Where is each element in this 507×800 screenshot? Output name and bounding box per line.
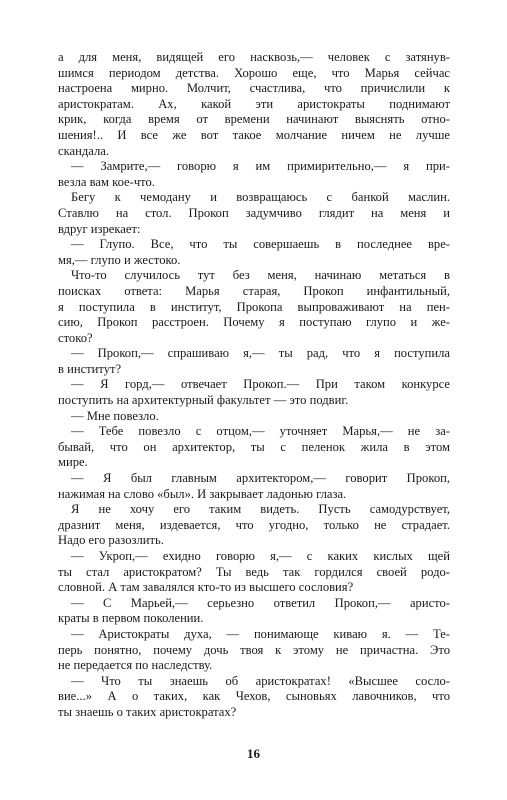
- text-line: — С Марьей,— серьезно ответил Прокоп,— аристо-: [71, 595, 450, 610]
- text-line: Что-то случилось тут без меня, начинаю метаться в: [71, 268, 450, 283]
- text-line: Надо его разозлить.: [58, 533, 164, 548]
- page-number: 16: [247, 746, 260, 761]
- text-line: — Глупо. Все, что ты совершаешь в последнее вре-: [71, 237, 450, 252]
- text-line: — Прокоп,— спрашиваю я,— ты рад, что я поступила: [71, 346, 450, 361]
- text-line: — Укроп,— ехидно говорю я,— с каких кислых щей: [71, 549, 450, 563]
- text-line: ты стал аристократом? Ты ведь так гордился своей родо-: [58, 564, 450, 579]
- text-line: не передается по наследству.: [58, 658, 213, 673]
- text-line: — Мне повезло.: [71, 408, 159, 423]
- text-line: Я не хочу его таким видеть. Пусть самодурствует,: [71, 502, 450, 517]
- text-line: вие...» А о таких, как Чехов, сыновьях лавочников, что: [58, 689, 450, 704]
- text-line: словной. А там завалялся кто-то из высшего сословия?: [58, 580, 354, 595]
- text-line: — Замрите,— говорю я им примирительно,— я при-: [71, 159, 450, 174]
- text-line: шимся периодом детства. Хорошо еще, что Марья сейчас: [58, 65, 450, 80]
- text-line: — Аристократы духа, — понимающе киваю я. — Те-: [71, 626, 450, 641]
- text-line: а для меня, видящей его насквозь,— человек с затянув-: [58, 50, 450, 64]
- text-line: мире.: [58, 455, 88, 470]
- text-line: Ставлю на стол. Прокоп задумчиво глядит на меня и: [58, 205, 450, 220]
- text-line: поступить на архитектурный факультет — это подвиг.: [58, 393, 349, 408]
- text-line: Бегу к чемодану и возвращаюсь с банкой маслин.: [71, 190, 450, 205]
- text-line: краты в первом поколении.: [58, 611, 204, 626]
- text-line: в институт?: [58, 361, 122, 376]
- text-line: вдруг изрекает:: [58, 221, 141, 236]
- text-line: ты знаешь о таких аристократах?: [58, 704, 237, 719]
- text-line: — Я горд,— отвечает Прокоп.— При таком конкурсе: [71, 377, 450, 392]
- text-line: мя,— глупо и жестоко.: [58, 252, 181, 267]
- text-line: везла вам кое-что.: [58, 174, 155, 189]
- text-line: я поступила в институт, Прокопа выпроваживают на пен-: [58, 299, 450, 314]
- text-line: нажимая на слово «был». И закрывает ладонью глаза.: [58, 486, 347, 501]
- text-line: стоко?: [58, 330, 93, 345]
- text-line: бывай, что он архитектор, ты с пеленок жила в этом: [58, 439, 450, 454]
- text-line: аристократам. Ах, какой эти аристократы поднимают: [58, 96, 450, 111]
- text-line: — Я был главным архитектором,— говорит Прокоп,: [71, 471, 450, 486]
- page-text-block: [58, 50, 450, 721]
- text-line: скандала.: [58, 143, 109, 158]
- text-line: настроена мирно. Молчит, счастлива, что причислили к: [58, 81, 450, 96]
- text-line: дразнит меня, издевается, что угодно, только не страдает.: [58, 517, 450, 532]
- text-line: крик, когда время от времени начинают выяснять отно-: [58, 112, 450, 127]
- text-line: шения!.. И все же вот такое молчание ничем не лучше: [58, 127, 450, 142]
- text-line: сию, Прокоп расстроен. Почему я поступаю глупо и же-: [58, 315, 450, 330]
- text-line: поисках ответа: Марья старая, Прокоп инфантильный,: [58, 283, 450, 298]
- text-line: перь понятно, почему дочь твоя к этому не причастна. Это: [58, 642, 450, 657]
- text-line: — Что ты знаешь об аристократах! «Высшее сосло-: [71, 673, 450, 688]
- text-line: — Тебе повезло с отцом,— уточняет Марья,— не за-: [71, 424, 450, 439]
